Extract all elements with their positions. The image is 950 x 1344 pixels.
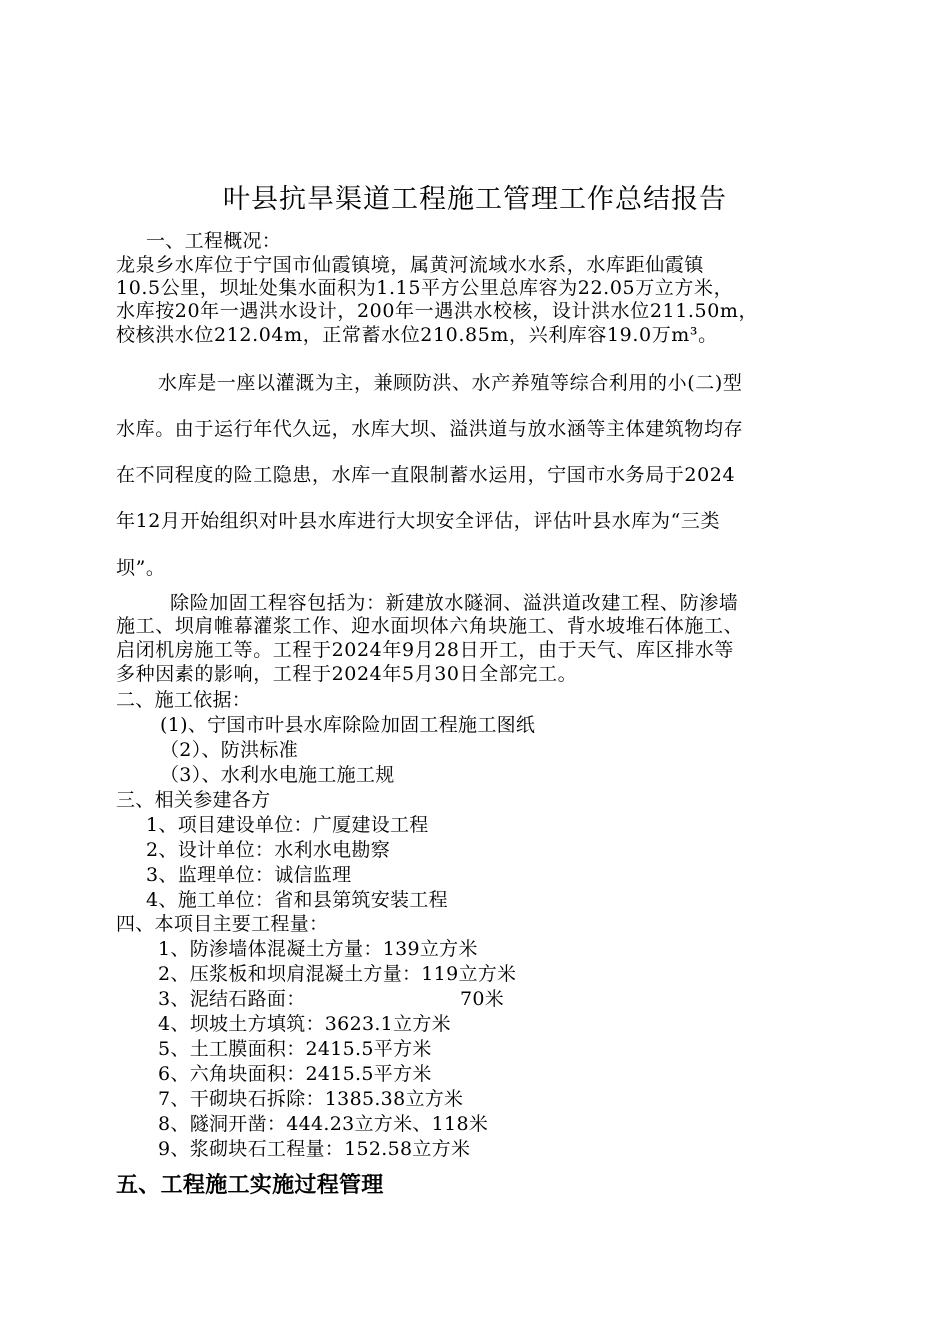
document-title: 叶县抗旱渠道工程施工管理工作总结报告 xyxy=(223,184,727,215)
overview-line-3: 水库按20年一遇洪水设计，200年一遇洪水校核，设计洪水位211.50m， xyxy=(116,300,759,322)
basis-item-1: (1)、宁国市叶县水库除险加固工程施工图纸 xyxy=(160,714,536,736)
description-line-1: 水库是一座以灌溉为主，兼顾防洪、水产养殖等综合利用的小(二)型 xyxy=(158,372,743,394)
quantity-item-4: 4、坝坡土方填筑：3623.1立方米 xyxy=(158,1013,451,1035)
basis-item-2: （2）、防洪标准 xyxy=(160,739,298,761)
party-item-1: 1、项目建设单位：广厦建设工程 xyxy=(146,814,429,836)
description-line-4: 年12月开始组织对叶县水库进行大坝安全评估，评估叶县水库为“三类 xyxy=(116,510,721,532)
party-item-3: 3、监理单位：诚信监理 xyxy=(146,864,352,886)
quantity-item-7: 7、干砌块石拆除：1385.38立方米 xyxy=(158,1088,464,1110)
scope-line-4: 多种因素的影响，工程于2024年5月30日全部完工。 xyxy=(116,663,578,685)
scope-line-1: 除险加固工程容包括为：新建放水隧洞、溢洪道改建工程、防渗墙 xyxy=(170,592,739,614)
section-3-heading: 三、相关参建各方 xyxy=(116,789,271,811)
section-4-heading: 四、本项目主要工程量： xyxy=(116,913,329,935)
party-item-4: 4、施工单位：省和县第筑安装工程 xyxy=(146,889,448,911)
scope-line-3: 启闭机房施工等。工程于2024年9月28日开工，由于天气、库区排水等 xyxy=(116,639,735,661)
quantity-item-2: 2、压浆板和坝肩混凝土方量：119立方米 xyxy=(158,963,517,985)
quantity-item-3-value: 70米 xyxy=(460,988,505,1010)
overview-line-4: 校核洪水位212.04m，正常蓄水位210.85m，兴利库容19.0万m³。 xyxy=(116,324,718,346)
description-line-2: 水库。由于运行年代久远，水库大坝、溢洪道与放水涵等主体建筑物均存 xyxy=(116,418,744,440)
description-line-5: 坝”。 xyxy=(116,557,166,579)
section-2-heading: 二、施工依据： xyxy=(116,689,252,711)
quantity-item-1: 1、防渗墙体混凝土方量：139立方米 xyxy=(158,938,478,960)
quantity-item-6: 6、六角块面积：2415.5平方米 xyxy=(158,1063,432,1085)
description-line-3: 在不同程度的险工隐患，水库一直限制蓄水运用，宁国市水务局于2024 xyxy=(116,464,736,486)
quantity-item-8: 8、隧洞开凿：444.23立方米、118米 xyxy=(158,1113,489,1135)
section-5-heading: 五、工程施工实施过程管理 xyxy=(116,1173,384,1198)
section-1-heading: 一、工程概况： xyxy=(146,230,282,252)
basis-item-3: （3）、水利水电施工施工规 xyxy=(160,764,395,786)
quantity-item-5: 5、土工膜面积：2415.5平方米 xyxy=(158,1038,432,1060)
quantity-item-9: 9、浆砌块石工程量：152.58立方米 xyxy=(158,1138,471,1160)
overview-line-2: 10.5公里，坝址处集水面积为1.15平方公里总库容为22.05万立方米， xyxy=(116,277,734,299)
quantity-item-3: 3、泥结石路面： xyxy=(158,988,306,1010)
scope-line-2: 施工、坝肩帷幕灌浆工作、迎水面坝体六角块施工、背水坡堆石体施工、 xyxy=(116,615,744,637)
overview-line-1: 龙泉乡水库位于宁国市仙霞镇境，属黄河流域水水系，水库距仙霞镇 xyxy=(116,254,705,276)
party-item-2: 2、设计单位：水利水电勘察 xyxy=(146,839,390,861)
